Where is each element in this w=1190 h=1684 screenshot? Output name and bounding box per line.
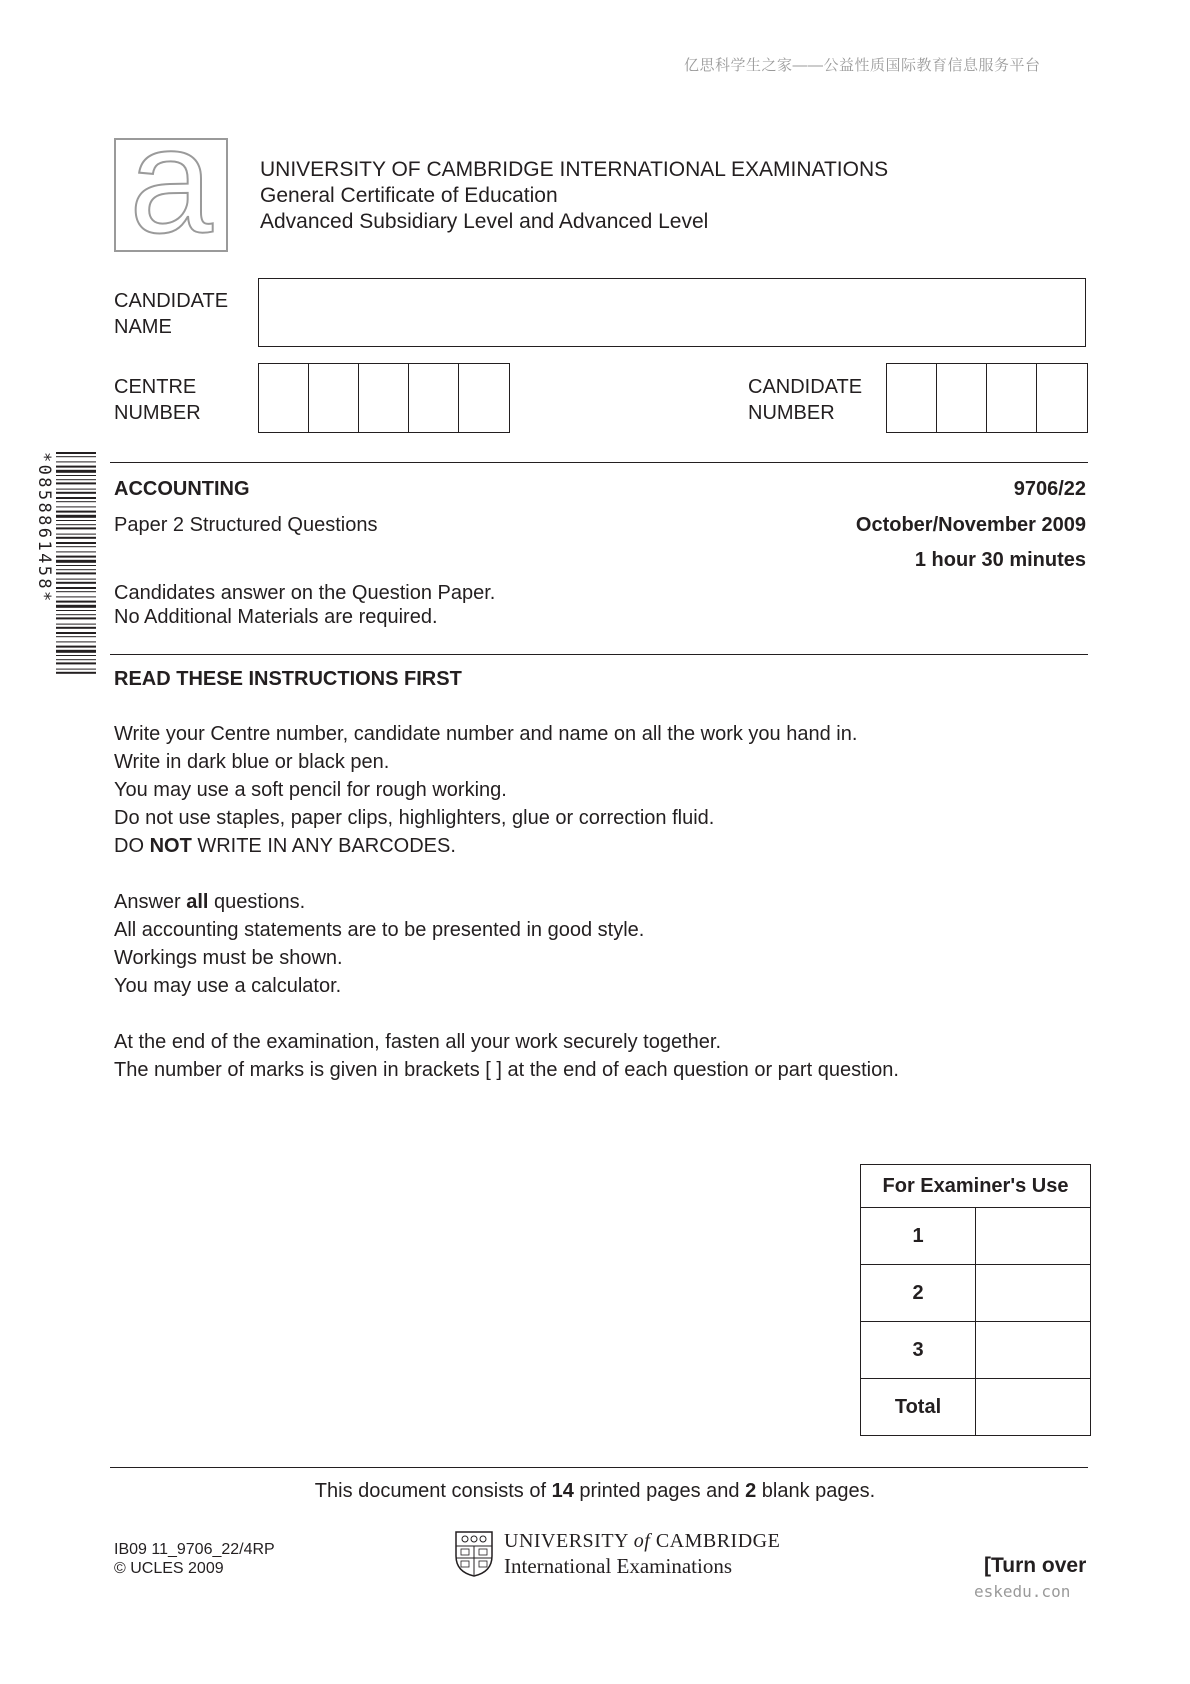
cie-logo-letter: a [129, 96, 213, 264]
footer-reference: IB09 11_9706_22/4RP © UCLES 2009 [114, 1541, 275, 1577]
candidate-name-label: CANDIDATE NAME [114, 290, 229, 338]
examiner-mark-cell [976, 1265, 1091, 1322]
watermark-top: 亿思科学生之家——公益性质国际教育信息服务平台 [684, 57, 1041, 74]
examiner-row-label: Total [861, 1379, 976, 1436]
candidate-name-field[interactable] [258, 278, 1086, 347]
header-level: Advanced Subsidiary Level and Advanced Level [260, 210, 709, 233]
centre-number-cell[interactable] [259, 364, 309, 432]
candidate-number-field[interactable] [886, 363, 1088, 433]
centre-number-cell[interactable] [359, 364, 409, 432]
divider-middle [110, 654, 1088, 655]
exam-duration: 1 hour 30 minutes [914, 549, 1086, 571]
turn-over-label: [Turn over [984, 1554, 1087, 1577]
divider-bottom [110, 1467, 1088, 1468]
paper-title: Paper 2 Structured Questions [114, 514, 378, 536]
centre-number-cell[interactable] [459, 364, 509, 432]
page-count-note: This document consists of 14 printed pages and 2 blank pages. [314, 1480, 876, 1502]
header-university: UNIVERSITY OF CAMBRIDGE INTERNATIONAL EXAMINATIONS [260, 158, 889, 181]
examiner-mark-cell [976, 1322, 1091, 1379]
barcode [56, 452, 96, 678]
examiner-row-label: 2 [861, 1265, 976, 1322]
instructions-block-3: At the end of the examination, fasten all your work securely together. The number of marks is given in brackets [ ] at the end of each question or part question. [114, 1031, 899, 1081]
barcode-digits: *0858861458* [34, 452, 54, 604]
examiner-use-header: For Examiner's Use [861, 1165, 1091, 1208]
candidate-number-cell[interactable] [987, 364, 1037, 432]
candidate-number-cell[interactable] [937, 364, 987, 432]
examiner-row-label: 3 [861, 1322, 976, 1379]
instructions-block-1: Write your Centre number, candidate number and name on all the work you hand in. Write in dark blue or black pen. You may use a soft pencil for rough working. Do not use staples, paper clips, highlighters, glue or correction fluid. DO NOT WRITE IN ANY BARCODES. [114, 720, 857, 860]
examiner-mark-cell [976, 1208, 1091, 1265]
cambridge-crest-icon [454, 1530, 494, 1578]
candidate-number-cell[interactable] [1037, 364, 1087, 432]
materials-note: Candidates answer on the Question Paper. No Additional Materials are required. [114, 582, 496, 628]
instructions-block-2: Answer all questions. All accounting statements are to be presented in good style. Workings must be shown. You may use a calculator. [114, 888, 644, 1000]
centre-number-field[interactable] [258, 363, 510, 433]
candidate-number-cell[interactable] [887, 364, 937, 432]
candidate-number-label: CANDIDATE NUMBER [748, 376, 863, 424]
centre-number-label: CENTRE NUMBER [114, 376, 201, 424]
no-barcode-instruction: DO NOT WRITE IN ANY BARCODES. [114, 835, 456, 857]
answer-all-instruction: Answer all questions. [114, 891, 306, 913]
ucie-name-line2: International Examinations [504, 1554, 733, 1578]
subject-title: ACCOUNTING [114, 478, 250, 500]
examiner-row-label: 1 [861, 1208, 976, 1265]
examiner-mark-cell [976, 1379, 1091, 1436]
centre-number-cell[interactable] [309, 364, 359, 432]
exam-session: October/November 2009 [855, 514, 1086, 536]
examiner-use-table [860, 1164, 1091, 1436]
centre-number-cell[interactable] [409, 364, 459, 432]
ucie-name-line1: UNIVERSITY of CAMBRIDGE [504, 1530, 781, 1552]
divider-top [110, 462, 1088, 463]
header-certificate: General Certificate of Education [260, 184, 558, 207]
instructions-heading: READ THESE INSTRUCTIONS FIRST [114, 668, 462, 690]
syllabus-code: 9706/22 [1013, 478, 1086, 500]
watermark-bottom: eskedu.con [974, 1582, 1071, 1601]
